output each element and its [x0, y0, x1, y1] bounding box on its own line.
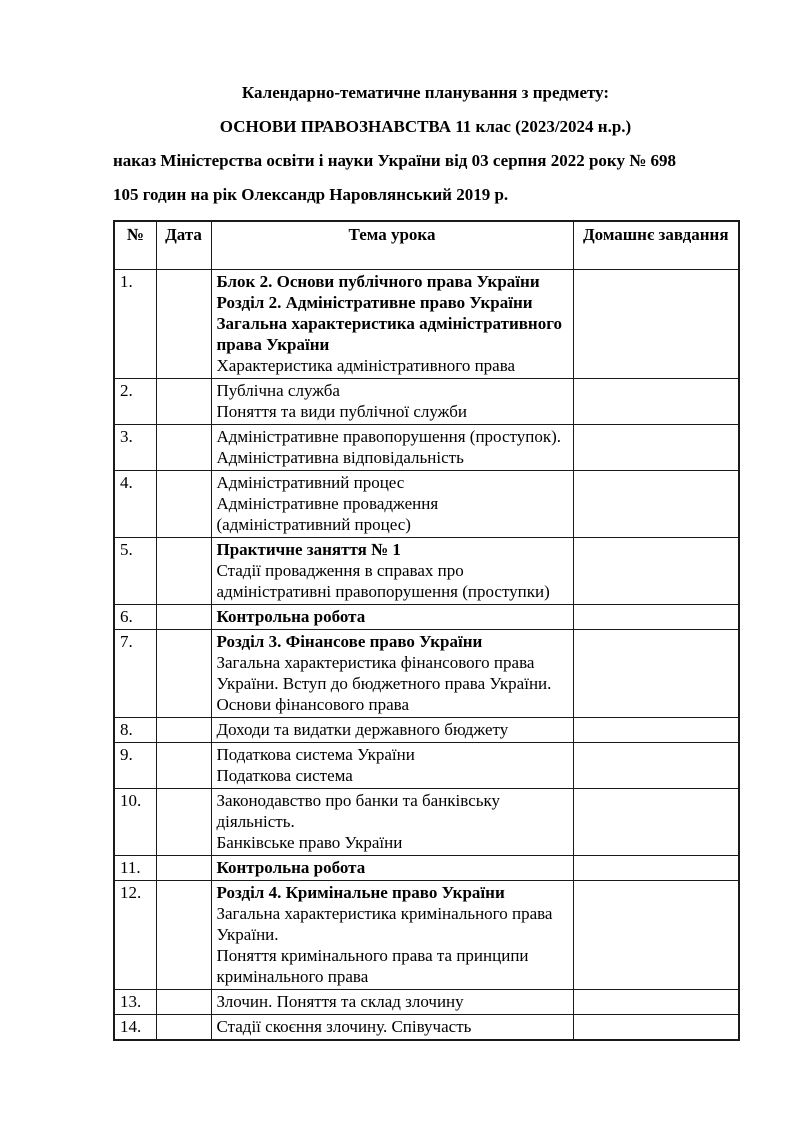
lesson-number-cell: 4.: [114, 470, 156, 537]
table-row: [114, 880, 739, 989]
date-cell: [156, 470, 211, 537]
homework-cell: [573, 742, 739, 788]
table-row: [114, 269, 739, 378]
topic-text-line: Стадії скоєння злочину. Співучасть: [216, 1016, 472, 1036]
lesson-number-cell: 6.: [114, 604, 156, 629]
homework-cell: [573, 604, 739, 629]
topic-text-line: Банківське право України: [216, 832, 403, 852]
topic-text-line: Загальна характеристика фінансового права України. Вступ до бюджетного права України. Основи фінансового права: [216, 652, 552, 714]
topic-text-line: Публічна служба: [216, 380, 340, 400]
topic-cell: [211, 880, 573, 989]
date-cell: [156, 1014, 211, 1040]
topic-title-line: Контрольна робота: [216, 606, 366, 626]
date-cell: [156, 604, 211, 629]
table-row: [114, 1014, 739, 1040]
table-header-row: [114, 221, 739, 269]
header-cell-topic: Тема урока: [211, 221, 573, 269]
date-cell: [156, 629, 211, 717]
topic-cell: [211, 742, 573, 788]
topic-text-line: Адміністративний процес: [216, 472, 405, 492]
lesson-number-cell: 14.: [114, 1014, 156, 1040]
header-cell-number: №: [114, 221, 156, 269]
homework-cell: [573, 717, 739, 742]
topic-text-line: Злочин. Поняття та склад злочину: [216, 991, 464, 1011]
topic-cell: [211, 629, 573, 717]
date-cell: [156, 989, 211, 1014]
date-cell: [156, 424, 211, 470]
lesson-number-cell: 11.: [114, 855, 156, 880]
table-row: [114, 742, 739, 788]
topic-title-line: Контрольна робота: [216, 857, 366, 877]
table-row: [114, 604, 739, 629]
table-row: [114, 537, 739, 604]
table-row: [114, 424, 739, 470]
table-row: [114, 378, 739, 424]
topic-text-line: Податкова система: [216, 765, 353, 785]
lesson-number-cell: 8.: [114, 717, 156, 742]
homework-cell: [573, 989, 739, 1014]
table-row: [114, 855, 739, 880]
homework-cell: [573, 880, 739, 989]
date-cell: [156, 717, 211, 742]
topic-cell: [211, 989, 573, 1014]
topic-text-line: Адміністративне провадження (адміністративний процес): [216, 493, 439, 534]
topic-cell: [211, 855, 573, 880]
topic-cell: [211, 788, 573, 855]
topic-cell: [211, 604, 573, 629]
topic-text-line: Адміністративне правопорушення (проступок). Адміністративна відповідальність: [216, 426, 561, 467]
date-cell: [156, 378, 211, 424]
table-row: [114, 788, 739, 855]
topic-text-line: Поняття кримінального права та принципи кримінального права: [216, 945, 529, 986]
homework-cell: [573, 855, 739, 880]
homework-cell: [573, 470, 739, 537]
header-cell-date: Дата: [156, 221, 211, 269]
table-row: [114, 470, 739, 537]
lesson-number-cell: 10.: [114, 788, 156, 855]
topic-text-line: Загальна характеристика кримінального права України.: [216, 903, 553, 944]
table-body: [114, 269, 739, 1040]
heading-line-subject: Календарно-тематичне планування з предмету:: [241, 83, 610, 102]
lesson-number-cell: 3.: [114, 424, 156, 470]
homework-cell: [573, 269, 739, 378]
homework-cell: [573, 629, 739, 717]
date-cell: [156, 742, 211, 788]
lesson-number-cell: 13.: [114, 989, 156, 1014]
date-cell: [156, 855, 211, 880]
document-heading: [113, 76, 738, 212]
topic-cell: [211, 424, 573, 470]
homework-cell: [573, 788, 739, 855]
homework-cell: [573, 1014, 739, 1040]
table-row: [114, 717, 739, 742]
lesson-number-cell: 12.: [114, 880, 156, 989]
heading-line-course: ОСНОВИ ПРАВОЗНАВСТВА 11 клас (2023/2024 н.р.): [219, 117, 632, 136]
homework-cell: [573, 424, 739, 470]
topic-text-line: Характеристика адміністративного права: [216, 355, 516, 375]
topic-title-line: Загальна характеристика адміністративного права України: [216, 313, 563, 354]
lesson-number-cell: 5.: [114, 537, 156, 604]
topic-title-line: Блок 2. Основи публічного права України: [216, 271, 540, 291]
date-cell: [156, 269, 211, 378]
topic-text-line: Стадії провадження в справах про адміністративні правопорушення (проступки): [216, 560, 550, 601]
table-row: [114, 629, 739, 717]
topic-cell: [211, 269, 573, 378]
topic-cell: [211, 1014, 573, 1040]
date-cell: [156, 880, 211, 989]
date-cell: [156, 788, 211, 855]
table-row: [114, 989, 739, 1014]
lesson-number-cell: 2.: [114, 378, 156, 424]
topic-title-line: Розділ 3. Фінансове право України: [216, 631, 483, 651]
topic-cell: [211, 378, 573, 424]
topic-text-line: Доходи та видатки державного бюджету: [216, 719, 509, 739]
topic-title-line: Розділ 4. Кримінальне право України: [216, 882, 505, 902]
homework-cell: [573, 537, 739, 604]
homework-cell: [573, 378, 739, 424]
topic-cell: [211, 717, 573, 742]
header-cell-homework: Домашнє завдання: [573, 221, 739, 269]
topic-title-line: Розділ 2. Адміністративне право України: [216, 292, 533, 312]
topic-title-line: Практичне заняття № 1: [216, 539, 401, 559]
heading-line-hours: 105 годин на рік Олександр Наровлянський 2019 р.: [113, 185, 509, 204]
topic-cell: [211, 470, 573, 537]
topic-text-line: Поняття та види публічної служби: [216, 401, 467, 421]
topic-text-line: Законодавство про банки та банківську діяльність.: [216, 790, 501, 831]
lesson-number-cell: 1.: [114, 269, 156, 378]
lesson-number-cell: 9.: [114, 742, 156, 788]
heading-line-order: наказ Міністерства освіти і науки України від 03 серпня 2022 року № 698: [113, 151, 677, 170]
topic-text-line: Податкова система України: [216, 744, 415, 764]
date-cell: [156, 537, 211, 604]
topic-cell: [211, 537, 573, 604]
lesson-number-cell: 7.: [114, 629, 156, 717]
lesson-plan-table: [113, 220, 740, 1041]
